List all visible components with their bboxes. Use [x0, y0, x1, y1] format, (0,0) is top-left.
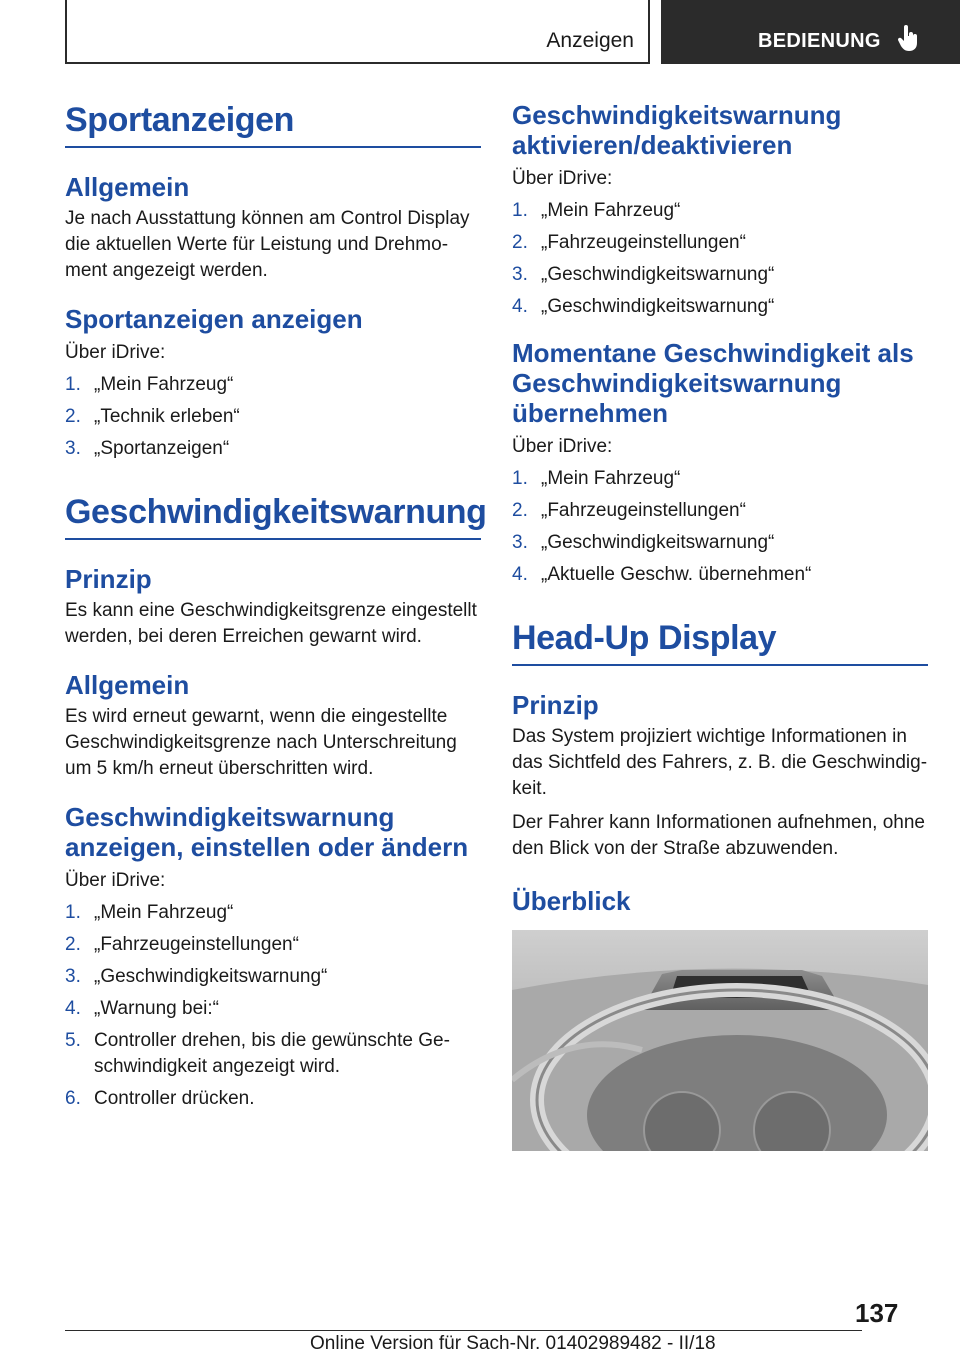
steps-list-aktivieren	[512, 198, 928, 320]
list-item: 2. „Fahrzeugeinstellungen“	[512, 232, 746, 253]
paragraph-idrive-1: Über iDrive:	[65, 342, 166, 363]
paragraph-prinzip-2: Das System projiziert wichtige Informationen in das Sichtfeld des Fahrers, z. B. die Geschwindigkeit.	[512, 726, 928, 799]
footer-divider	[65, 1330, 862, 1331]
steps-list-warnung-einstellen	[65, 900, 481, 1112]
heading-momentane-geschwindigkeit: Momentane Geschwindigkeit als Geschwindigkeitswarnung übernehmen	[512, 338, 914, 428]
heading-prinzip-2: Prinzip	[512, 690, 599, 720]
footer-online-version: Online Version für Sach-Nr. 01402989482 - II/18	[310, 1333, 716, 1354]
left-column	[65, 100, 487, 1112]
paragraph-idrive-2: Über iDrive:	[65, 870, 166, 891]
hand-pointer-icon	[897, 25, 919, 53]
heading-ueberblick: Überblick	[512, 886, 631, 916]
heading-warnung-aktivieren: Geschwindigkeitswarnung aktivieren/deaktivieren	[512, 100, 842, 160]
heading-prinzip-1: Prinzip	[65, 564, 152, 594]
list-item: 4. „Geschwindigkeitswarnung“	[512, 296, 775, 317]
list-item: 1. „Mein Fahrzeug“	[65, 902, 234, 923]
heading-geschwindigkeitswarnung: Geschwindigkeitswarnung	[65, 492, 481, 540]
steps-list-sportanzeigen	[65, 372, 481, 462]
heading-sportanzeigen-anzeigen: Sportanzeigen anzeigen	[65, 304, 363, 334]
list-item: 3. „Geschwindigkeitswarnung“	[512, 532, 775, 553]
steps-list-uebernehmen	[512, 466, 928, 588]
header-chapter-label: BEDIENUNG	[758, 30, 881, 52]
list-item: 1. „Mein Fahrzeug“	[512, 468, 681, 489]
paragraph-idrive-3: Über iDrive:	[512, 168, 613, 189]
list-item: 2. „Technik erleben“	[65, 406, 240, 427]
header-section-tab	[65, 0, 650, 64]
header-section-label: Anzeigen	[546, 29, 634, 52]
list-item: 6. Controller drücken.	[65, 1088, 255, 1109]
list-item: 2. „Fahrzeugeinstellungen“	[512, 500, 746, 521]
list-item: 4. „Warnung bei:“	[65, 998, 219, 1019]
list-item: 4. „Aktuelle Geschw. übernehmen“	[512, 564, 812, 585]
list-item: 1. „Mein Fahrzeug“	[512, 200, 681, 221]
list-item: 2. „Fahrzeugeinstellungen“	[65, 934, 299, 955]
paragraph-allgemein-2: Es wird erneut gewarnt, wenn die eingestellte Geschwindigkeitsgrenze nach Unterschreitung um 5 km/h erneut überschritten wird.	[65, 706, 457, 779]
heading-head-up-display: Head-Up Display	[512, 618, 928, 666]
list-item: 5. Controller drehen, bis die gewünschte Geschwindigkeit angezeigt wird.	[65, 1030, 450, 1077]
heading-sportanzeigen: Sportanzeigen	[65, 100, 481, 148]
list-item: 3. „Geschwindigkeitswarnung“	[512, 264, 775, 285]
page-number: 137	[855, 1298, 899, 1328]
hud-dashboard-photo	[512, 930, 928, 1151]
heading-allgemein-1: Allgemein	[65, 172, 190, 202]
right-column	[512, 100, 928, 1151]
list-item: 3. „Sportanzeigen“	[65, 438, 230, 459]
list-item: 3. „Geschwindigkeitswarnung“	[65, 966, 328, 987]
paragraph-prinzip-2b: Der Fahrer kann Informationen aufnehmen, ohne den Blick von der Straße abzuwenden.	[512, 812, 925, 859]
paragraph-prinzip-1: Es kann eine Geschwindigkeitsgrenze eingestellt werden, bei deren Erreichen gewarnt wird.	[65, 600, 477, 647]
paragraph-idrive-4: Über iDrive:	[512, 436, 613, 457]
heading-allgemein-2: Allgemein	[65, 670, 190, 700]
paragraph-allgemein-1: Je nach Ausstattung können am Control Display die aktuellen Werte für Leistung und Drehmoment angezeigt werden.	[65, 208, 470, 281]
heading-anzeigen-einstellen: Geschwindigkeitswarnung anzeigen, einstellen oder ändern	[65, 802, 469, 862]
header-chapter-tab	[661, 0, 960, 64]
list-item: 1. „Mein Fahrzeug“	[65, 374, 234, 395]
